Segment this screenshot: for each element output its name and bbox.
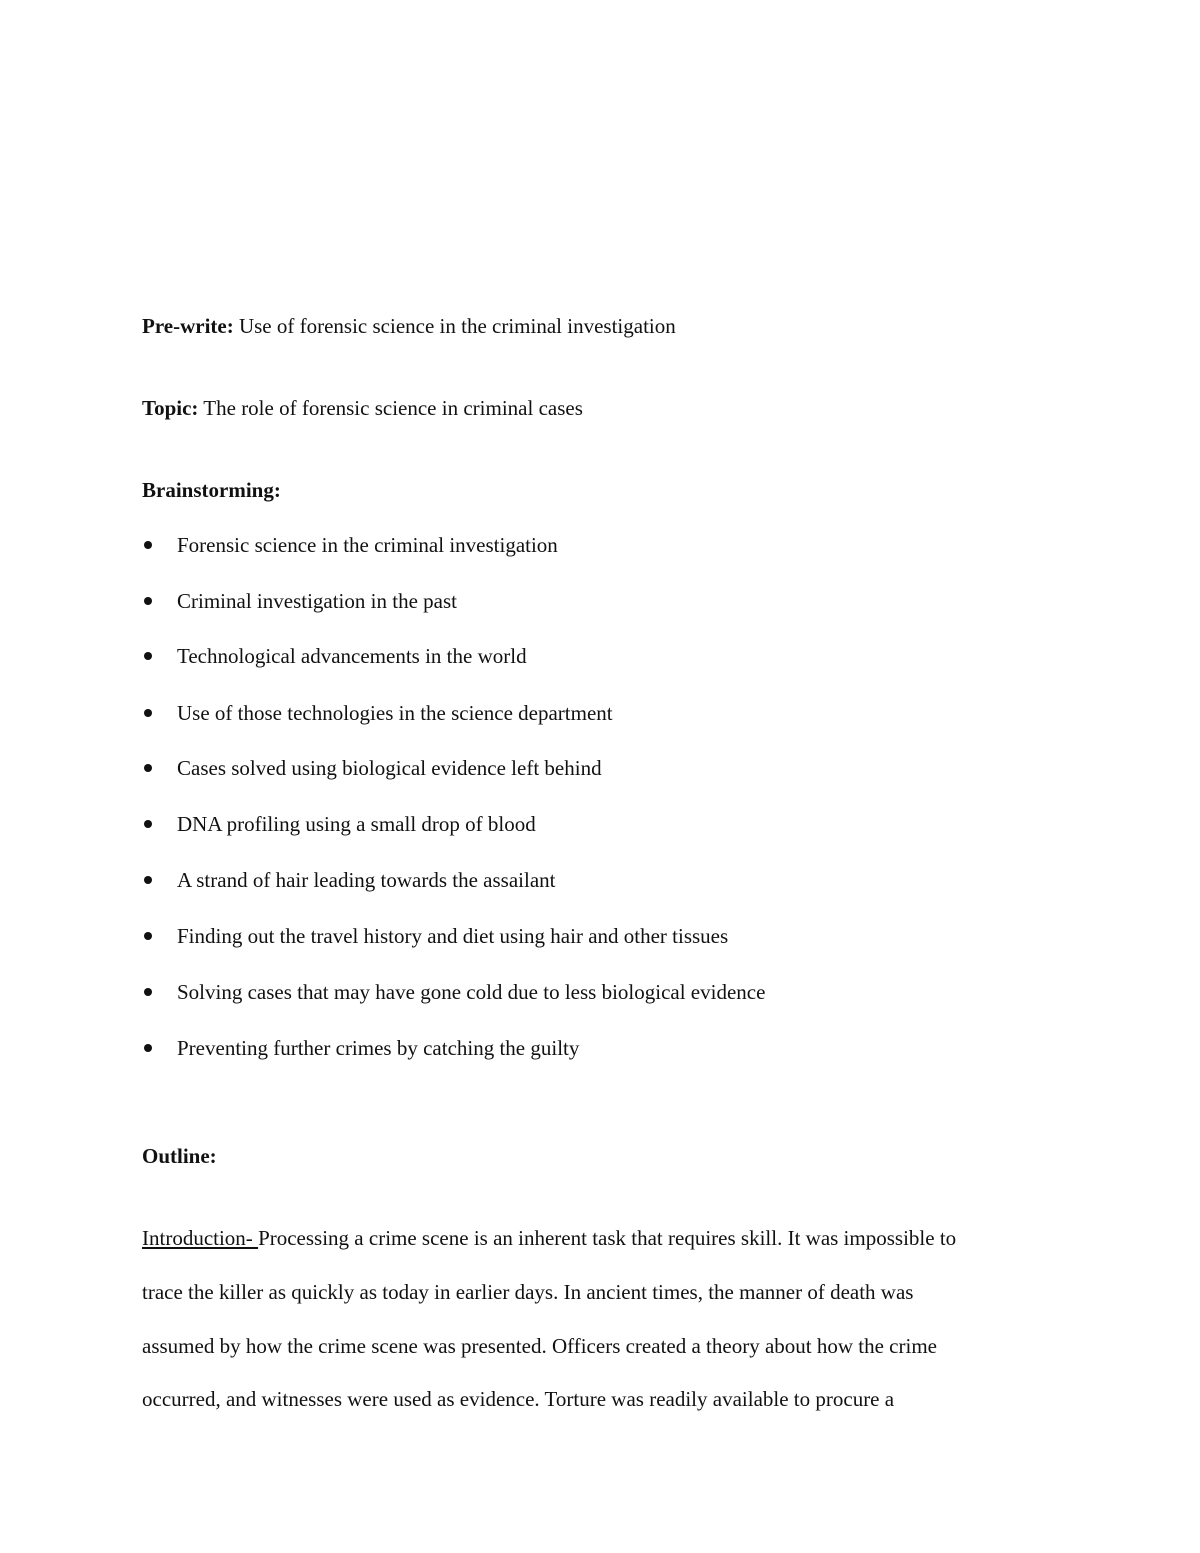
outline-heading: Outline: — [142, 1144, 217, 1168]
list-item-text: Preventing further crimes by catching the guilty — [177, 1036, 580, 1060]
list-item-text: Technological advancements in the world — [177, 644, 527, 668]
bullet-icon — [144, 1044, 152, 1052]
prewrite-text: Use of forensic science in the criminal investigation — [233, 314, 676, 338]
prewrite-line — [142, 312, 676, 340]
intro-text: Processing a crime scene is an inherent task that requires skill. It was impossible to — [258, 1226, 957, 1250]
list-item-text: Use of those technologies in the science department — [177, 701, 613, 725]
topic-label: Topic: — [142, 396, 199, 420]
bullet-icon — [144, 820, 152, 828]
brainstorming-heading: Brainstorming: — [142, 478, 281, 502]
bullet-icon — [144, 709, 152, 717]
list-item-text: Finding out the travel history and diet using hair and other tissues — [177, 924, 729, 948]
list-item-text: Forensic science in the criminal investigation — [177, 533, 558, 557]
bullet-icon — [144, 932, 152, 940]
prewrite-label: Pre-write: — [142, 314, 234, 338]
intro-line-3: assumed by how the crime scene was presented. Officers created a theory about how the crime — [142, 1334, 937, 1358]
bullet-icon — [144, 764, 152, 772]
intro-label: Introduction- — [142, 1226, 259, 1250]
bullet-icon — [144, 988, 152, 996]
topic-text: The role of forensic science in criminal cases — [198, 396, 583, 420]
list-item-text: Cases solved using biological evidence left behind — [177, 756, 602, 780]
bullet-icon — [144, 541, 152, 549]
bullet-icon — [144, 597, 152, 605]
list-item-text: Solving cases that may have gone cold due to less biological evidence — [177, 980, 766, 1004]
topic-line — [142, 394, 583, 422]
list-item-text: A strand of hair leading towards the assailant — [177, 868, 556, 892]
list-item-text: Criminal investigation in the past — [177, 589, 457, 613]
intro-line-4: occurred, and witnesses were used as evidence. Torture was readily available to procure a — [142, 1387, 895, 1411]
bullet-icon — [144, 876, 152, 884]
bullet-icon — [144, 652, 152, 660]
intro-line-2: trace the killer as quickly as today in earlier days. In ancient times, the manner of death was — [142, 1280, 914, 1304]
list-item-text: DNA profiling using a small drop of blood — [177, 812, 536, 836]
intro-line-1 — [142, 1224, 956, 1252]
